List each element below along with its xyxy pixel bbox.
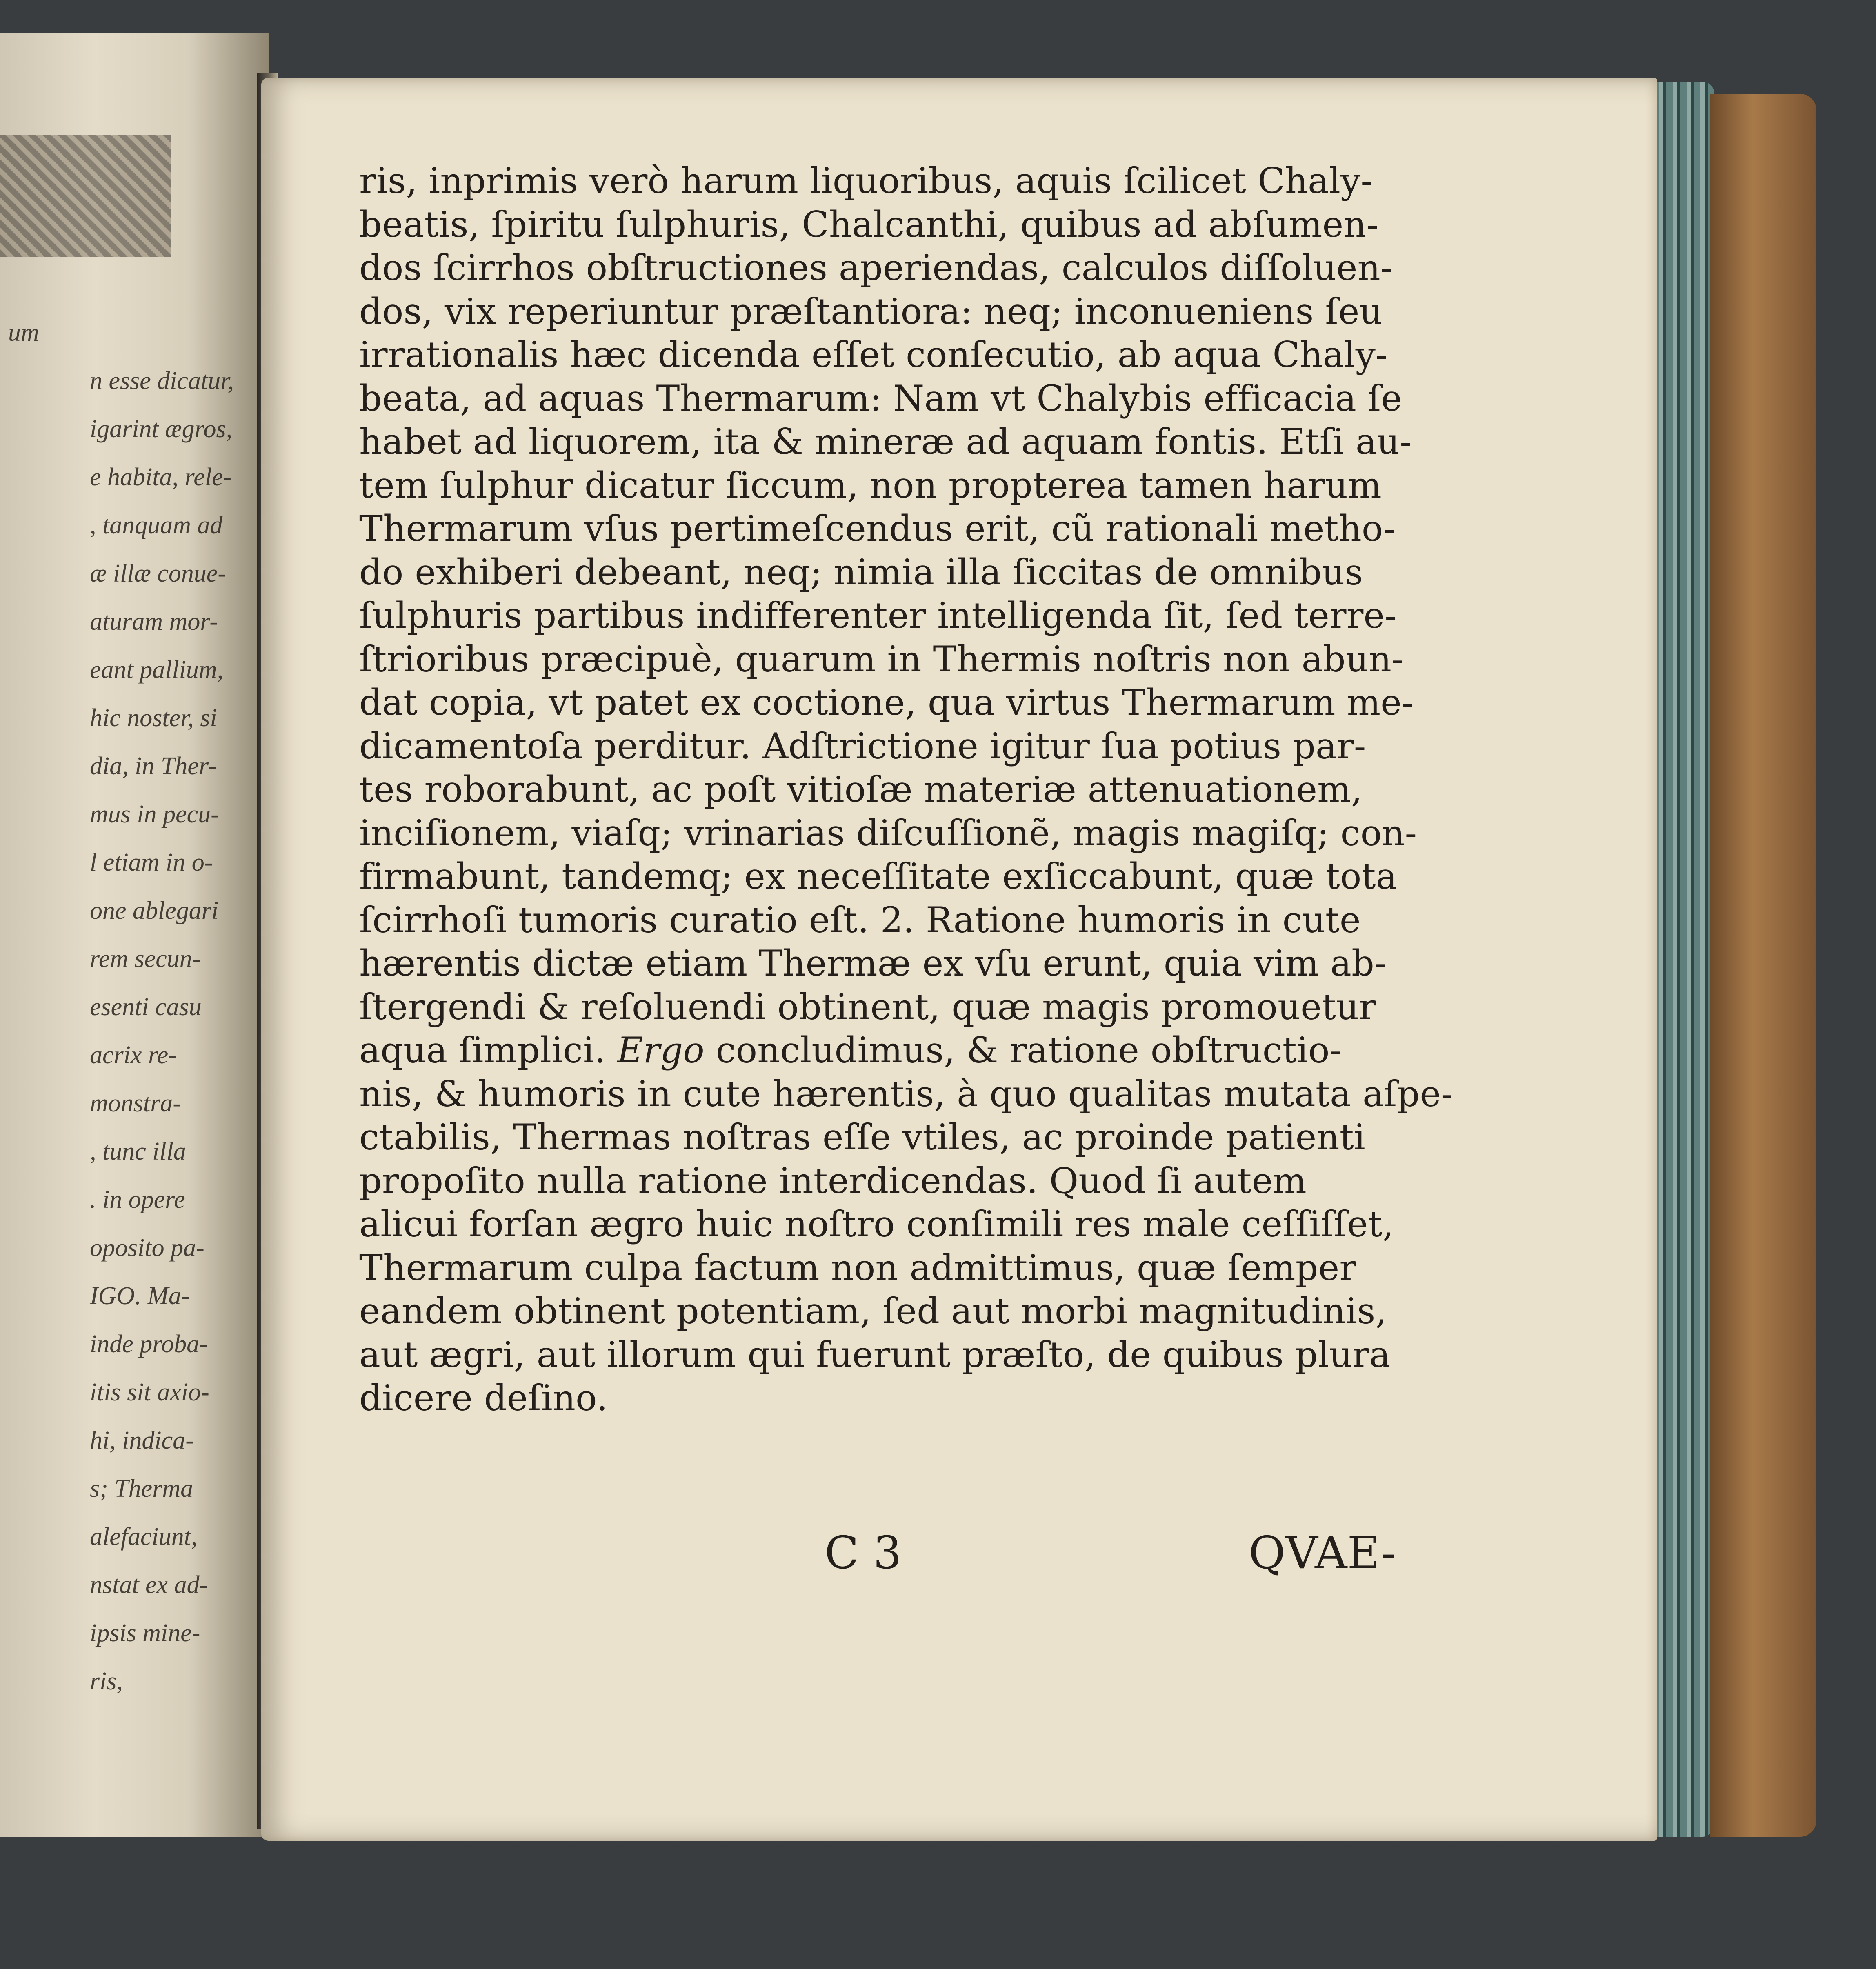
text-line: dos ſcirrhos obſtructiones aperiendas, calculos diſſoluen-: [359, 247, 1393, 289]
text-line: ſtrioribus præcipuè, quarum in Thermis noſtris non abun-: [359, 638, 1404, 680]
left-page-fragment: hi, indica-: [90, 1427, 194, 1454]
left-page-fragment: e habita, rele-: [90, 463, 232, 491]
left-page-fragment: IGO. Ma-: [90, 1282, 190, 1310]
body-text-block: [359, 159, 1453, 1420]
text-line: dat copia, vt patet ex coctione, qua virtus Thermarum me-: [359, 682, 1414, 723]
text-line: aqua ſimplici. Ergo concludimus, & ratione obſtructio-: [359, 1029, 1342, 1071]
leather-cover-edge: [1710, 94, 1816, 1837]
left-page-fragment: . in opere: [90, 1186, 185, 1213]
text-line: Thermarum vſus pertimeſcendus erit, cũ rationali metho-: [359, 508, 1396, 549]
left-page-fragment: dia, in Ther-: [90, 752, 217, 780]
left-page-fragment: hic noster, si: [90, 704, 217, 732]
woodcut-ornament: [0, 135, 171, 257]
left-page-fragment: nstat ex ad-: [90, 1571, 208, 1599]
left-page-fragment: itis sit axio-: [90, 1378, 209, 1406]
left-page-fragment: inde proba-: [90, 1330, 208, 1358]
facing-page-left: [0, 33, 269, 1837]
left-page-fragment: ipsis mine-: [90, 1619, 200, 1647]
left-page-fragment: igarint ægros,: [90, 415, 233, 443]
text-line: alicui forſan ægro huic noſtro conſimili res male ceſſiſſet,: [359, 1203, 1394, 1245]
left-page-fragment: um: [8, 319, 39, 347]
text-line: dos, vix reperiuntur præſtantiora: neq; inconueniens ſeu: [359, 290, 1383, 332]
text-line: tes roborabunt, ac poſt vitioſæ materiæ attenuationem,: [359, 769, 1363, 810]
text-line: eandem obtinent potentiam, ſed aut morbi magnitudinis,: [359, 1290, 1387, 1332]
text-line: aut ægri, aut illorum qui fuerunt præſto, de quibus plura: [359, 1333, 1391, 1376]
text-line: propoſito nulla ratione interdicendas. Quod ſi autem: [359, 1160, 1307, 1202]
text-line: ſcirrhoſi tumoris curatio eſt. 2. Ratione humoris in cute: [359, 899, 1361, 941]
left-page-fragment: ris,: [90, 1667, 123, 1695]
text-line: firmabunt, tandemq; ex neceſſitate exſiccabunt, quæ tota: [359, 856, 1397, 897]
left-page-fragment: n esse dicatur,: [90, 367, 234, 395]
text-line: ctabilis, Thermas noſtras eſſe vtiles, ac proinde patienti: [359, 1116, 1365, 1158]
catchword: QVAE-: [1248, 1527, 1396, 1579]
text-line: dicamentoſa perditur. Adſtrictione igitur ſua potius par-: [359, 725, 1366, 767]
text-line: irrationalis hæc dicenda eſſet conſecutio, ab aqua Chaly-: [359, 334, 1388, 376]
left-page-fragment: s; Therma: [90, 1475, 193, 1502]
text-line: nis, & humoris in cute hærentis, à quo qualitas mutata aſpe-: [359, 1073, 1453, 1115]
left-page-fragment: æ illæ conue-: [90, 560, 227, 587]
left-page-fragment: rem secun-: [90, 945, 201, 973]
text-line: Thermarum culpa factum non admittimus, quæ ſemper: [359, 1247, 1357, 1289]
left-page-fragment: acrix re-: [90, 1041, 177, 1069]
text-line: ſulphuris partibus indifferenter intelligenda ſit, ſed terre-: [359, 595, 1397, 636]
left-page-fragment: , tunc illa: [90, 1138, 186, 1165]
text-line: ris, inprimis verò harum liquoribus, aquis ſcilicet Chaly-: [359, 160, 1373, 202]
text-line: dicere deſino.: [359, 1377, 608, 1419]
left-page-fragment: one ablegari: [90, 897, 219, 924]
left-page-fragment: mus in pecu-: [90, 800, 219, 828]
left-page-fragment: esenti casu: [90, 993, 202, 1021]
left-page-fragment: alefaciunt,: [90, 1523, 198, 1551]
left-page-fragment: aturam mor-: [90, 608, 218, 636]
text-line: ſtergendi & reſoluendi obtinent, quæ magis promouetur: [359, 986, 1376, 1028]
text-line: beata, ad aquas Thermarum: Nam vt Chalybis efficacia ſe: [359, 377, 1402, 419]
left-page-fragment: l etiam in o-: [90, 849, 213, 876]
text-line: tem ſulphur dicatur ſiccum, non propterea tamen harum: [359, 464, 1382, 506]
left-page-fragment: oposito pa-: [90, 1234, 204, 1262]
left-page-fragment: , tanquam ad: [90, 511, 223, 539]
page-footer: [359, 1527, 1396, 1584]
left-page-fragment: eant pallium,: [90, 656, 224, 684]
text-line: inciſionem, viaſq; vrinarias diſcuſſionẽ, magis magiſq; con-: [359, 812, 1417, 854]
signature-mark: C 3: [825, 1527, 902, 1579]
text-line: hærentis dictæ etiam Thermæ ex vſu erunt, quia vim ab-: [359, 942, 1387, 984]
left-page-fragment: monstra-: [90, 1089, 181, 1117]
text-line: do exhiberi debeant, neq; nimia illa ſiccitas de omnibus: [359, 551, 1363, 593]
text-line: beatis, ſpiritu ſulphuris, Chalcanthi, quibus ad abſumen-: [359, 203, 1379, 245]
text-line: habet ad liquorem, ita & mineræ ad aquam fontis. Etſi au-: [359, 421, 1412, 462]
